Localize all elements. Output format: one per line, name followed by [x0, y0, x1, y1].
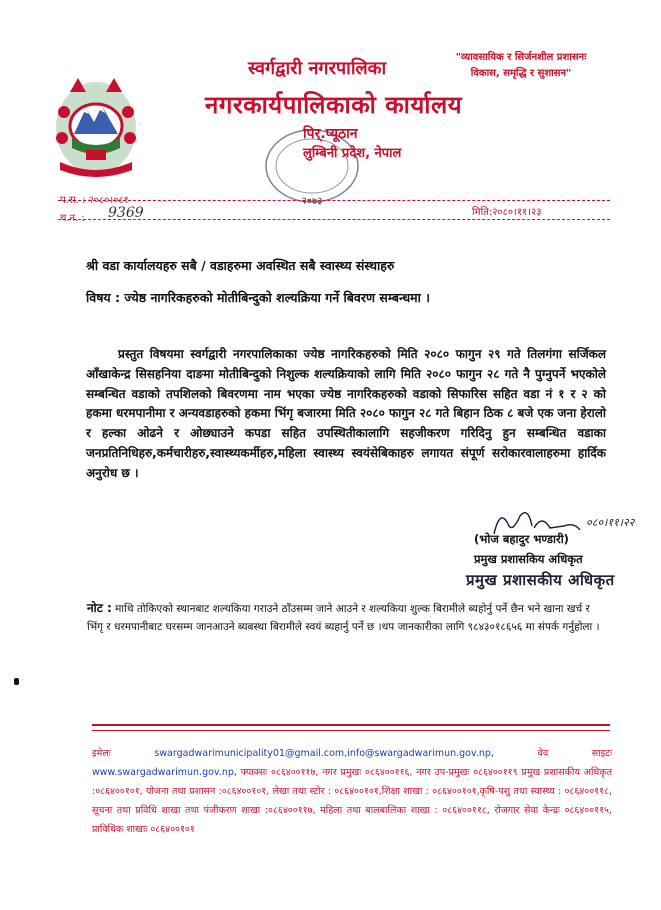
municipality-name: स्वर्गद्वारी नगरपालिका [248, 58, 387, 79]
scan-mark [14, 678, 19, 685]
seal-year: २०७३ [301, 196, 323, 207]
email-label: इमेलः [92, 748, 111, 759]
footer-contacts [92, 744, 612, 839]
motto [416, 50, 626, 82]
footer-divider-top [92, 724, 610, 726]
footer-divider-bottom [92, 730, 610, 731]
letter-body: प्रस्तुत विषयमा स्वर्गद्वारी नगरपालिकाका ज्येष्ठ नागरिकहरुको मिति २०८० फागुन २९ गते तिलगंगा सर्जिकल आँखाकेन्द्र सिसहनिया दाङमा मोतीबिन्दुको निशुल्क शल्यक्रियाको लागि मिति २०८० फागुन २८ गते नै पुग्नुपर्ने भएकोले सम्बन्धित वडाको तपशिलको बिवरणमा नाम भएका ज्येष्ठ नागरिकहरुको वडाको सिफारिस सहित वडा नं १ र २ को हकमा धरमपानीमा र अन्यवडाहरुको हकमा भिंगृ बजारमा मिति २०८० फागुन २८ गते बिहान ठिक ८ बजे एक जना हेरालो र हल्का ओढने र ओछ्याउने कपडा सहित उपस्थितीकालागि सहजीकरण गरिदिनु हुन सम्बन्धित वडाका जनप्रतिनिधिहरु,कर्मचारीहरु,स्वास्थ्यकर्मीहरु,महिला स्वास्थ्य स्वयंसेबिकाहरु लगायत संपूर्ण सरोकारवालाहरुमा हार्दिक अनुरोध छ । [86, 347, 606, 480]
subject-line: विषय : ज्येष्ठ नागरिकहरुको मोतीबिन्दुको शल्यक्रिया गर्ने बिवरण सम्बन्धमा । [86, 290, 430, 305]
ref-divider-1 [58, 200, 610, 201]
motto-line-2: विकास, समृद्धि र सुशासन" [470, 68, 572, 79]
addressee: श्री वडा कार्यालयहरु सबै / वडाहरुमा अवस्थित सबै स्वास्थ्य संस्थाहरु [86, 258, 395, 273]
ref-divider-2 [58, 219, 610, 220]
website-link[interactable]: www.swargadwarimun.gov.np, [92, 767, 237, 778]
note-text: माथि तोकिएको स्थानबाट शल्यकिया गराउने ठाँउसम्म जाने आउने र शल्यकिया शुल्क बिरामीले ब्यहोर्नु पर्ने छैन भने खाना खर्च र भिंगृ र धरमपानीबाट घरसम्म जानआउने ब्यबस्था बिरामीले स्वयं ब्यहार्नु पर्ने छ ।थप जानकारीका लागि ९८४३०१८६५६ मा संपर्क गर्नुहोला । [87, 603, 600, 633]
website-label: वेव साइटः [537, 748, 612, 759]
signature-date: ०८०।११।२२ [586, 516, 635, 529]
signatory-title: प्रमुख प्रशासकिय अधिकृत [474, 552, 583, 566]
email-links[interactable]: swargadwarimunicipality01@gmail.com,info@swargadwarimun.gov.np, [154, 748, 494, 759]
district-name: पिर्.प्यूठान [303, 126, 358, 142]
province-address: लुम्बिनी प्रदेश, नेपाल [303, 146, 402, 161]
contact-numbers: फ्याक्सः ०८६४००११७, नगर प्रमुखः ०८६४००११६, नगर उप-प्रमुखः ०८६४००११९ प्रमुख प्रशासकीय अधिकृत :०८६४००१०१, योजना तथा प्रशासन :०८६४००१०१, लेखा तथा स्टोर : ०८६४००१०१,शिक्षा शाखा : ०८६४००१०१,कृषि-पशु तथा स्वास्थ्य : ०८६४००११८, सूचना तथा प्रविधि शाखा तथा पंजीकरण शाखा :०८६४००११७, महिला तथा बालबालिका शाखा : ०८६४००११८, रोजगार सेवा केन्द्रः ०८६४००११५, प्राविधिक शाखाः ०८६४००१०१ [92, 767, 612, 835]
chalani-number-label: च.न. : [60, 213, 85, 224]
letter-date: मिति:२०८०।११।२३ [472, 207, 542, 218]
patra-sankhya: प.स. : २०८०।०८१ [60, 195, 129, 206]
signatory-name: (भोज बहादुर भण्डारी) [474, 532, 569, 546]
note-label: नोट : [87, 601, 112, 615]
note-section [87, 599, 609, 636]
motto-line-1: "व्यावसायिक र सिर्जनशील प्रशासनः [455, 52, 587, 63]
office-name: नगरकार्यपालिकाको कार्यालय [205, 91, 463, 119]
nepal-emblem [50, 68, 142, 180]
chalani-number: 9369 [108, 205, 144, 221]
signatory-stamp: प्रमुख प्रशासकीय अधिकृत [466, 571, 615, 589]
